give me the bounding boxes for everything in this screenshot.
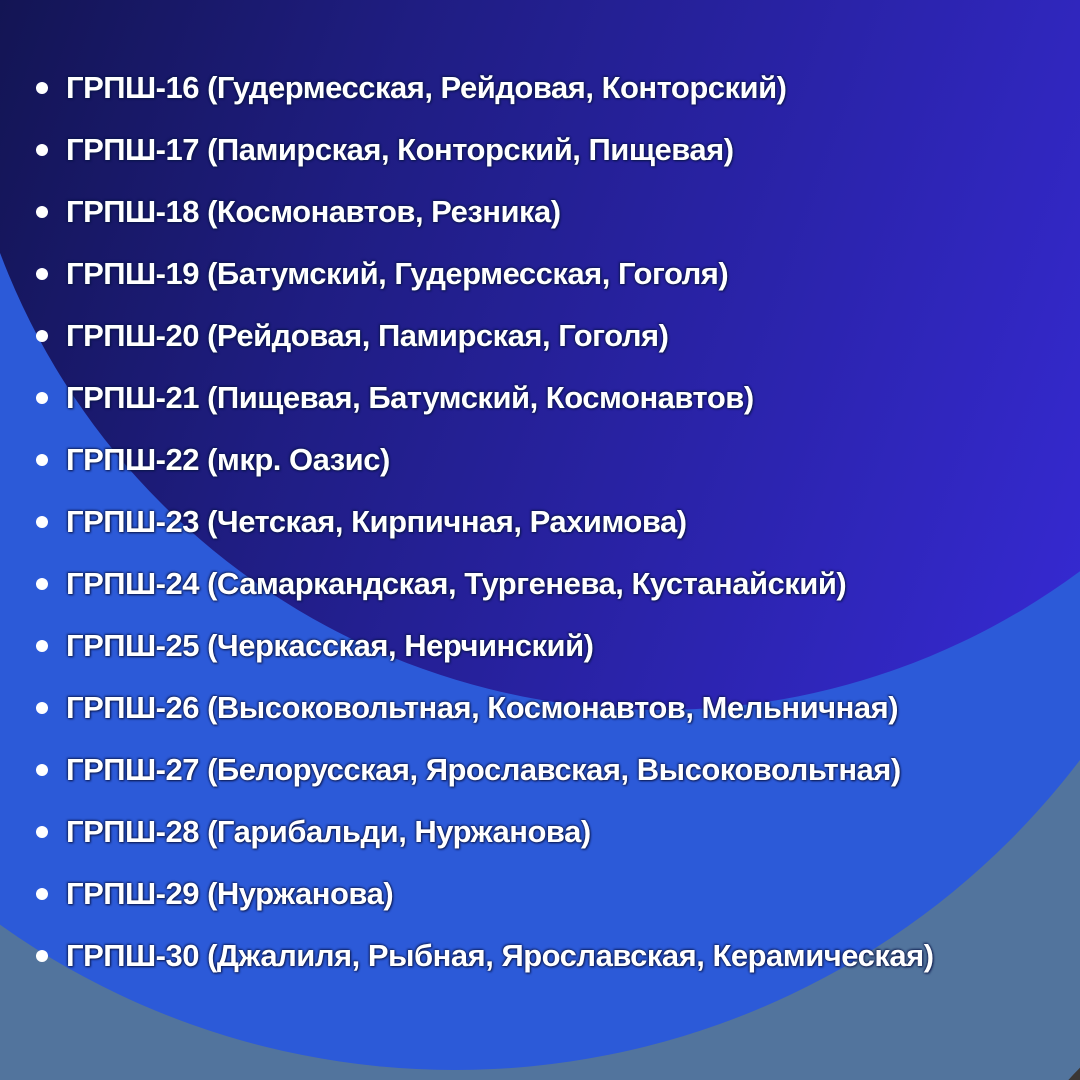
bullet-icon xyxy=(36,826,48,838)
list-item-label: ГРПШ-22 (мкр. Оазис) xyxy=(66,442,390,477)
list-item-label: ГРПШ-30 (Джалиля, Рыбная, Ярославская, Керамическая) xyxy=(66,938,934,973)
list-item xyxy=(36,181,934,243)
list-item-label: ГРПШ-24 (Самаркандская, Тургенева, Кустанайский) xyxy=(66,566,847,601)
list-item-label: ГРПШ-29 (Нуржанова) xyxy=(66,876,394,911)
list-item xyxy=(36,739,934,801)
list-item xyxy=(36,367,934,429)
list-item-label: ГРПШ-28 (Гарибальди, Нуржанова) xyxy=(66,814,591,849)
list-item xyxy=(36,57,934,119)
corner-shape xyxy=(1010,1000,1080,1080)
bullet-icon xyxy=(36,392,48,404)
list-item xyxy=(36,119,934,181)
list-item-label: ГРПШ-17 (Памирская, Конторский, Пищевая) xyxy=(66,132,734,167)
list-item-label: ГРПШ-20 (Рейдовая, Памирская, Гоголя) xyxy=(66,318,669,353)
bullet-icon xyxy=(36,764,48,776)
list-item-label: ГРПШ-26 (Высоковольтная, Космонавтов, Мельничная) xyxy=(66,690,899,725)
list-item-label: ГРПШ-27 (Белорусская, Ярославская, Высоковольтная) xyxy=(66,752,901,787)
grpsh-list xyxy=(36,57,934,987)
list-item-label: ГРПШ-18 (Космонавтов, Резника) xyxy=(66,194,561,229)
bullet-icon xyxy=(36,144,48,156)
bullet-icon xyxy=(36,702,48,714)
list-item-label: ГРПШ-21 (Пищевая, Батумский, Космонавтов) xyxy=(66,380,754,415)
bullet-icon xyxy=(36,206,48,218)
list-item xyxy=(36,243,934,305)
list-item-label: ГРПШ-19 (Батумский, Гудермесская, Гоголя) xyxy=(66,256,729,291)
list-item xyxy=(36,553,934,615)
bullet-icon xyxy=(36,950,48,962)
list-item-label: ГРПШ-23 (Четская, Кирпичная, Рахимова) xyxy=(66,504,687,539)
list-item xyxy=(36,615,934,677)
bullet-icon xyxy=(36,640,48,652)
list-item-label: ГРПШ-16 (Гудермесская, Рейдовая, Конторский) xyxy=(66,70,787,105)
list-item-label: ГРПШ-25 (Черкасская, Нерчинский) xyxy=(66,628,594,663)
list-item xyxy=(36,491,934,553)
list-item xyxy=(36,305,934,367)
list-item xyxy=(36,801,934,863)
bullet-icon xyxy=(36,330,48,342)
bullet-icon xyxy=(36,516,48,528)
list-item xyxy=(36,925,934,987)
bullet-icon xyxy=(36,578,48,590)
list-item xyxy=(36,677,934,739)
bullet-icon xyxy=(36,82,48,94)
bullet-icon xyxy=(36,888,48,900)
list-item xyxy=(36,863,934,925)
bullet-icon xyxy=(36,454,48,466)
list-item xyxy=(36,429,934,491)
bullet-icon xyxy=(36,268,48,280)
